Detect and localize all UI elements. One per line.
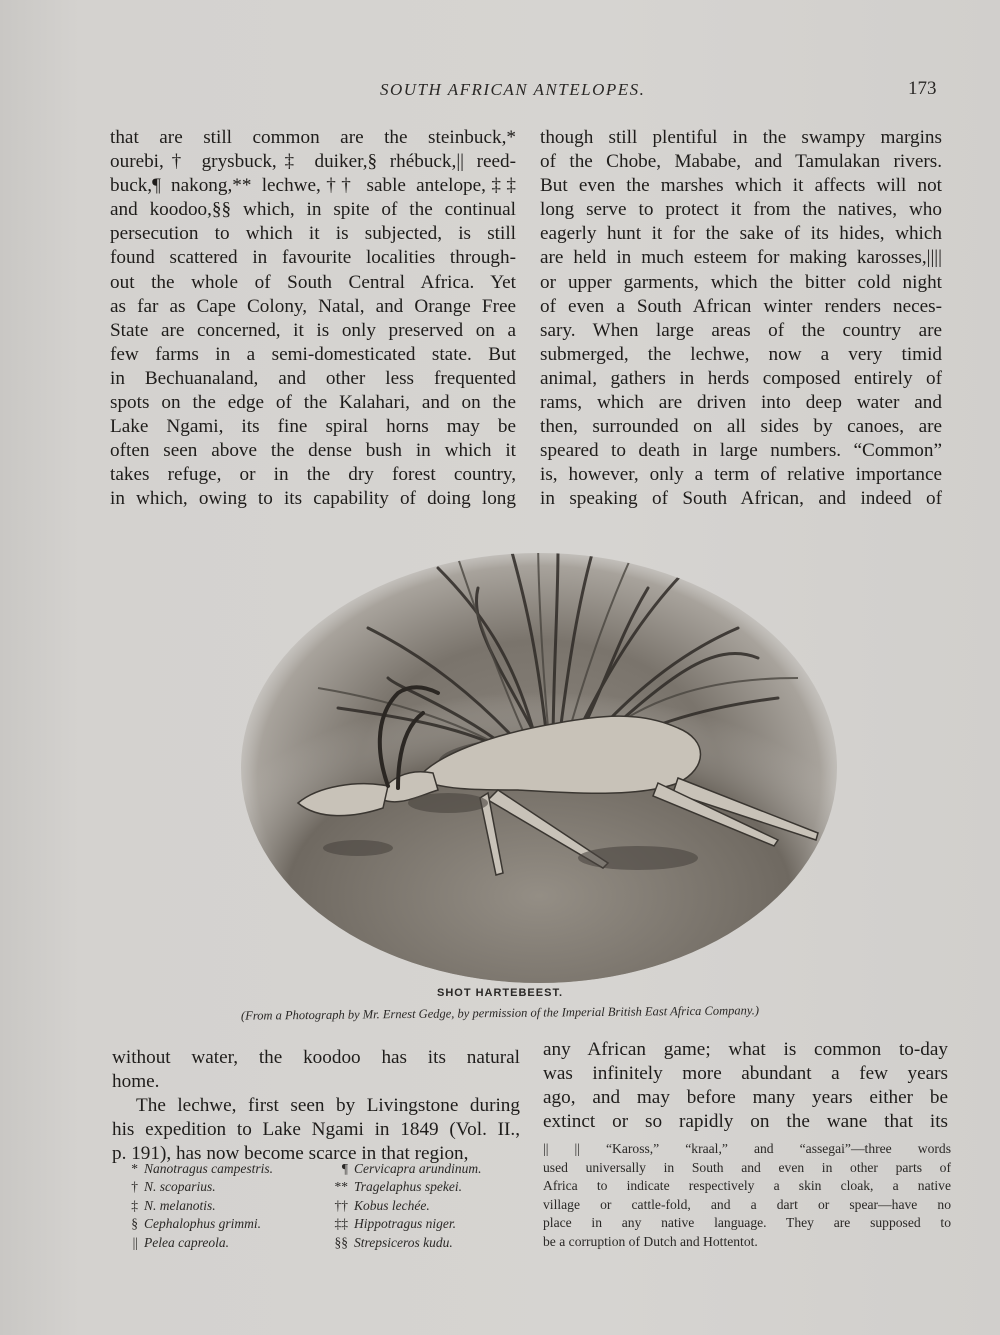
body-text-line: few farms in a semi-domesticated state. But bbox=[110, 343, 516, 365]
body-text-line: animal, gathers in herds composed entirely of bbox=[540, 367, 942, 389]
photograph-shot-hartebeest bbox=[238, 528, 840, 983]
species-footnote bbox=[328, 1197, 538, 1215]
footnote-text-line: used universally in South and even in other parts of bbox=[543, 1159, 951, 1175]
species-footnote bbox=[328, 1160, 538, 1178]
body-text-line: sary. When large areas of the country are bbox=[540, 319, 942, 341]
body-text-line: as far as Cape Colony, Natal, and Orange Free bbox=[110, 295, 516, 317]
footnote-row bbox=[118, 1215, 538, 1233]
footnote-mark: ‡‡ bbox=[334, 1216, 348, 1232]
species-name: Strepsiceros kudu. bbox=[354, 1234, 453, 1250]
footnote-mark: ¶ bbox=[341, 1161, 348, 1176]
body-text-line: long serve to protect it from the natives, who bbox=[540, 199, 942, 221]
body-text-line: The lechwe, first seen by Livingstone during bbox=[136, 1095, 520, 1117]
body-text-line: though still plentiful in the swampy margins bbox=[540, 127, 942, 148]
footnote-text-line: place in any native language. They are supposed to bbox=[543, 1215, 951, 1231]
species-footnote bbox=[118, 1234, 328, 1252]
body-text-line: spots on the edge of the Kalahari, and on the bbox=[110, 392, 516, 414]
species-footnote bbox=[118, 1178, 328, 1196]
text-column-bottom-left bbox=[112, 1046, 520, 1166]
body-text-line: often seen above the dense bush in which it bbox=[110, 440, 516, 462]
footnote-mark: † bbox=[131, 1179, 138, 1195]
footnote-row bbox=[118, 1178, 538, 1196]
footnote-text-line: village or cattle-fold, and a dart or spear—have no bbox=[543, 1196, 951, 1212]
body-text-line: eagerly hunt it for the sake of its hides, which bbox=[540, 223, 942, 245]
text-column-top-left bbox=[110, 126, 516, 512]
kaross-footnote bbox=[543, 1140, 951, 1252]
body-text-line: home. bbox=[112, 1071, 160, 1093]
figure-caption-credit: (From a Photograph by Mr. Ernest Gedge, by permission of the Imperial British East Africa Company.) bbox=[240, 1003, 760, 1023]
species-name: Cephalophus grimmi. bbox=[144, 1216, 262, 1232]
running-title: SOUTH AFRICAN ANTELOPES. bbox=[380, 80, 646, 99]
body-text-line: State are concerned, it is only preserved on a bbox=[110, 319, 516, 341]
body-text-line: ourebi,† grysbuck,‡ duiker,§ rhébuck,|| reed- bbox=[110, 151, 516, 173]
body-text-line: But even the marshes which it affects will not bbox=[540, 175, 942, 197]
footnote-row bbox=[118, 1160, 538, 1178]
text-column-top-right bbox=[540, 126, 942, 512]
body-text-line: buck,¶ nakong,** lechwe,†† sable antelope,‡‡ bbox=[110, 175, 516, 197]
species-name: Tragelaphus spekei. bbox=[354, 1179, 462, 1195]
footnote-mark: †† bbox=[334, 1197, 348, 1213]
species-name: Hippotragus niger. bbox=[354, 1216, 457, 1232]
footnote-mark: || bbox=[132, 1234, 138, 1250]
body-text-line: was infinitely more abundant a few years bbox=[543, 1063, 948, 1085]
species-footnote bbox=[118, 1215, 328, 1233]
footnote-mark: ** bbox=[334, 1179, 348, 1195]
species-footnote bbox=[118, 1160, 328, 1178]
species-footnote bbox=[118, 1197, 328, 1215]
footnote-row bbox=[118, 1234, 538, 1252]
body-text-line: then, surrounded on all sides by canoes, are bbox=[540, 416, 942, 438]
footnote-mark: ‡ bbox=[131, 1197, 138, 1213]
footnote-text-line: be a corruption of Dutch and Hottentot. bbox=[543, 1233, 758, 1249]
body-text-line: out the whole of South Central Africa. Yet bbox=[110, 271, 516, 293]
hartebeest-photo-image bbox=[238, 528, 840, 983]
species-footnotes bbox=[118, 1160, 538, 1252]
text-column-bottom-right bbox=[543, 1038, 948, 1134]
species-name: Cervicapra arundinum. bbox=[354, 1161, 482, 1176]
body-text-line: in speaking of South African, and indeed of bbox=[540, 488, 942, 510]
footnote-mark: * bbox=[131, 1161, 138, 1176]
footnote-mark: § bbox=[131, 1216, 138, 1232]
body-text-line: rams, which are driven into deep water and bbox=[540, 392, 942, 414]
footnote-mark: §§ bbox=[334, 1234, 348, 1250]
species-name: Kobus lechée. bbox=[354, 1197, 430, 1213]
body-text-line: ago, and may before many years either be bbox=[543, 1087, 948, 1109]
species-name: Nanotragus campestris. bbox=[144, 1161, 274, 1176]
species-name: N. melanotis. bbox=[144, 1197, 216, 1213]
body-text-line: p. 191), has now become scarce in that region, bbox=[112, 1143, 469, 1165]
body-text-line: of even a South African winter renders neces- bbox=[540, 295, 942, 317]
figure-caption-title: SHOT HARTEBEEST. bbox=[436, 987, 563, 999]
body-text-line: are held in much esteem for making karosses,|||| bbox=[540, 247, 942, 269]
species-name: Pelea capreola. bbox=[144, 1234, 229, 1250]
body-text-line: takes refuge, or in the dry forest country, bbox=[110, 464, 516, 486]
footnote-text-line: || || “Kaross,” “kraal,” and “assegai”—three words bbox=[543, 1141, 951, 1156]
footnote-row bbox=[118, 1197, 538, 1215]
body-text-line: that are still common are the steinbuck,* bbox=[110, 127, 516, 148]
body-text-line: extinct or so rapidly on the wane that its bbox=[543, 1111, 948, 1133]
page-number: 173 bbox=[908, 78, 937, 99]
body-text-line: without water, the koodoo has its natural bbox=[112, 1047, 520, 1068]
body-text-line: speared to death in large numbers. “Common” bbox=[540, 440, 942, 462]
body-text-line: in Bechuanaland, and other less frequented bbox=[110, 367, 516, 389]
footnote-text-line: Africa to indicate respectively a skin cloak, a native bbox=[543, 1178, 951, 1194]
body-text-line: any African game; what is common to-day bbox=[543, 1039, 948, 1060]
species-footnote bbox=[328, 1234, 538, 1252]
body-text-line: and koodoo,§§ which, in spite of the continual bbox=[110, 199, 516, 221]
body-text-line: in which, owing to its capability of doing long bbox=[110, 488, 516, 510]
species-footnote bbox=[328, 1178, 538, 1196]
body-text-line: or upper garments, which the bitter cold night bbox=[540, 271, 942, 293]
species-footnote bbox=[328, 1215, 538, 1233]
body-text-line: Lake Ngami, its fine spiral horns may be bbox=[110, 416, 516, 438]
body-text-line: of the Chobe, Mababe, and Tamulakan rivers. bbox=[540, 151, 942, 173]
body-text-line: submerged, the lechwe, now a very timid bbox=[540, 343, 942, 365]
body-text-line: persecution to which it is subjected, is still bbox=[110, 223, 516, 245]
body-text-line: his expedition to Lake Ngami in 1849 (Vol. II., bbox=[112, 1119, 520, 1141]
body-text-line: is, however, only a term of relative importance bbox=[540, 464, 942, 486]
species-name: N. scoparius. bbox=[144, 1179, 216, 1195]
body-text-line: found scattered in favourite localities through- bbox=[110, 247, 516, 269]
